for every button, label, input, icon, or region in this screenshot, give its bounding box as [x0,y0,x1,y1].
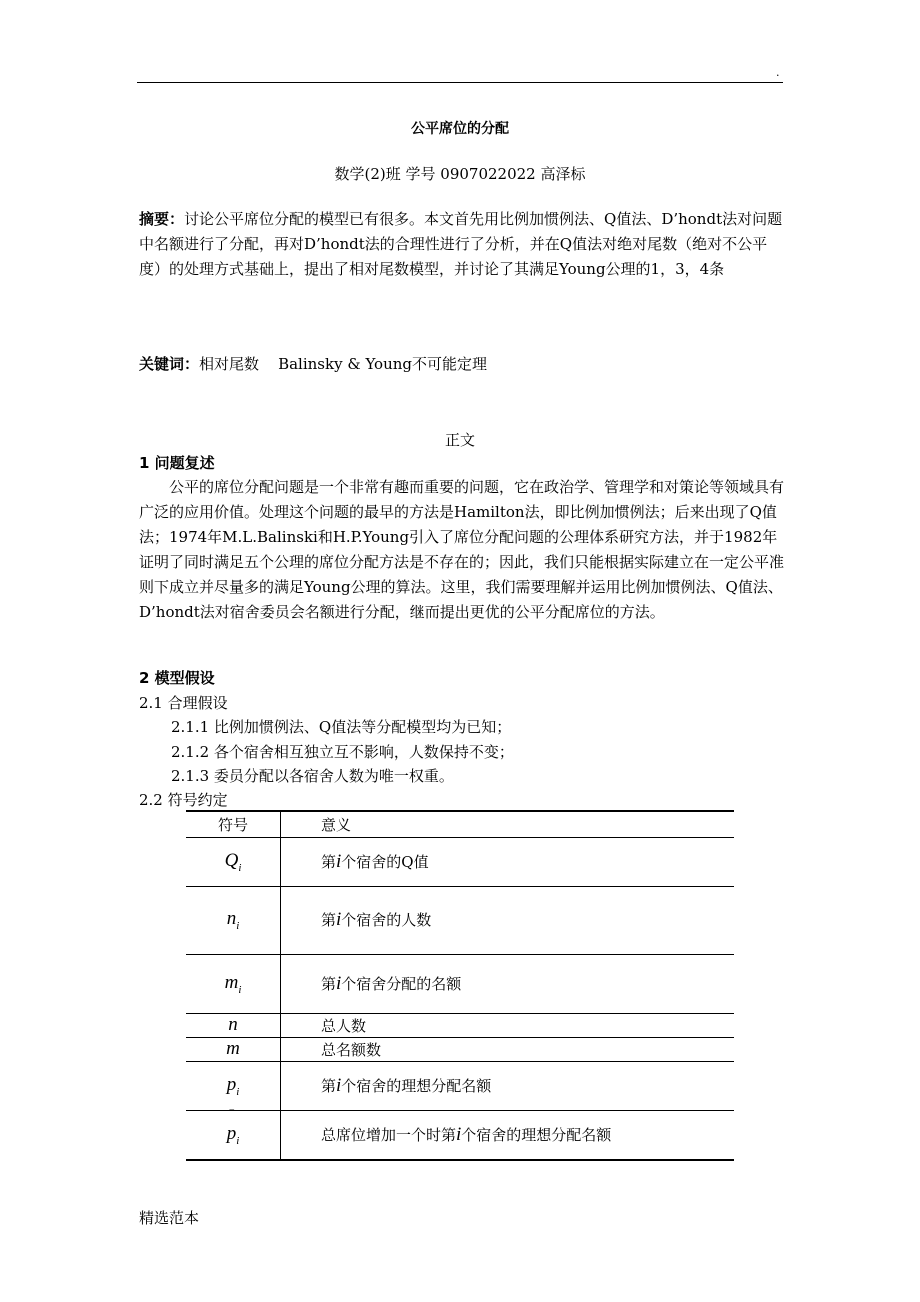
header-symbol: 符号 [186,811,281,837]
header-rule [137,82,783,83]
meaning-cell: 第i个宿舍的理想分配名额 [281,1061,735,1110]
table-row [186,954,734,1013]
keywords-label: 关键词： [139,355,200,373]
section2-heading: 2 模型假设 [139,669,215,687]
abstract-label: 摘要： [139,210,185,228]
document-title: 公平席位的分配 [411,121,509,137]
meaning-cell: 第i个宿舍分配的名额 [281,954,735,1013]
header-mark: . [776,66,780,79]
table-row [186,837,734,886]
subsection-2-1: 2.1 合理假设 [139,694,228,712]
subsection-2-2: 2.2 符号约定 [139,791,228,809]
table-row [186,1037,734,1061]
symbol-cell: $n_i$ [186,886,281,954]
header-meaning: 意义 [321,815,352,834]
meaning-cell: 总人数 [281,1013,735,1037]
assumption-item: 2.1.2 各个宿舍相互独立互不影响，人数保持不变； [171,743,514,761]
section1-text: 公平的席位分配问题是一个非常有趣而重要的问题，它在政治学、管理学和对策论等领域具有广泛的应用价值。处理这个问题的最早的方法是Hamilton法，即比例加惯例法；后来出现了Q值法；1974年M.L.Balinski和H.P.Young引入了席位分配问题的公理体系研究方法，并于1982年证明了同时满足五个公理的席位分配方法是不存在的；因此，我们只能根据实际建立在一定公平准则下成立并尽量多的满足Young公理的算法。这里，我们需要理解并运用比例加惯例法、Q值法、D’hondt法对宿舍委员会名额进行分配，继而提出更优的公平分配席位的方法。 [139,478,785,621]
footer-text: 精选范本 [139,1209,200,1227]
symbol-cell: n [186,1013,281,1037]
abstract-text: 讨论公平席位分配的模型已有很多。本文首先用比例加惯例法、Q值法、D’hondt法对问题中名额进行了分配，再对D’hondt法的合理性进行了分析，并在Q值法对绝对尾数（绝对不公平度）的处理方式基础上，提出了相对尾数模型，并讨论了其满足Young公理的1，3，4条 [139,210,783,278]
symbol-table [186,810,734,1161]
meaning-cell: 第i个宿舍的Q值 [281,837,735,886]
body-heading: 正文 [444,431,475,449]
author-line: 数学(2)班 学号 0907022022 高泽标 [334,165,586,183]
assumption-item: 2.1.3 委员分配以各宿舍人数为唯一权重。 [171,767,454,785]
meaning-cell: 总名额数 [281,1037,735,1061]
table-header-row [186,811,734,837]
symbol-cell: ‾ $p_i$ [186,1110,281,1160]
abstract [139,207,785,282]
assumption-item: 2.1.1 比例加惯例法、Q值法等分配模型均为已知； [171,718,512,736]
table-row [186,1061,734,1110]
meaning-cell: 第i个宿舍的人数 [281,886,735,954]
keywords [139,352,785,377]
symbol-cell: $Q_i$ [186,837,281,886]
meaning-cell: 总席位增加一个时第i个宿舍的理想分配名额 [281,1110,735,1160]
section1-heading: 1 问题复述 [139,454,215,472]
table-row [186,1110,734,1160]
table-row [186,886,734,954]
symbol-cell: $m_i$ [186,954,281,1013]
symbol-cell: $p_i$ [186,1061,281,1110]
symbol-cell: m [186,1037,281,1061]
keywords-text: 相对尾数 Balinsky & Young不可能定理 [199,355,488,373]
table-row [186,1013,734,1037]
